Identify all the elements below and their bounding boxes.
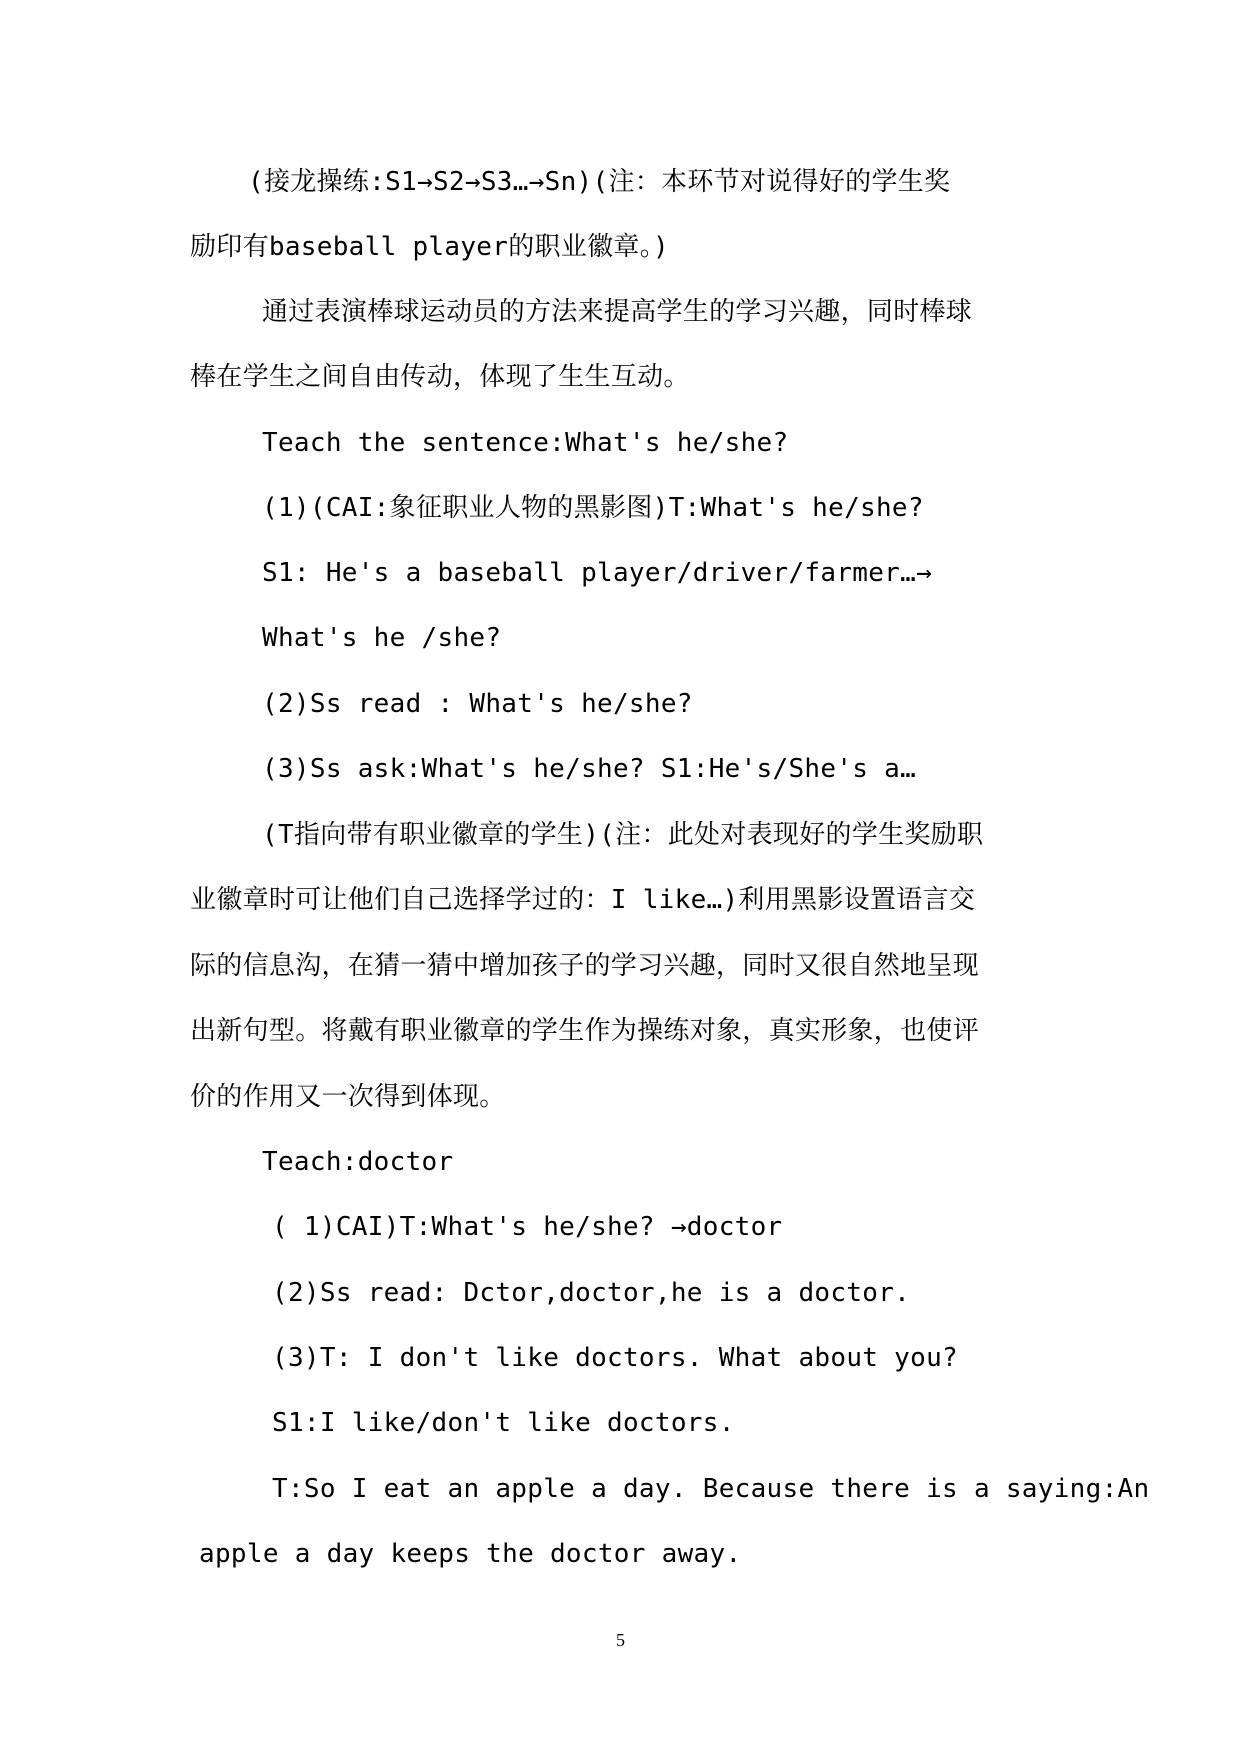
paragraph-line: (2)Ss read : What's he/she?: [262, 689, 693, 719]
paragraph-line: (3)Ss ask:What's he/she? S1:He's/She's a…: [262, 754, 917, 784]
paragraph-line: T:So I eat an apple a day. Because there is a saying:An: [272, 1474, 1150, 1504]
paragraph-line: 际的信息沟，在猜一猜中增加孩子的学习兴趣，同时又很自然地呈现: [190, 951, 980, 981]
paragraph-line: S1: He's a baseball player/driver/farmer…→: [262, 558, 933, 588]
paragraph-line: apple a day keeps the doctor away.: [199, 1539, 742, 1569]
paragraph-line: What's he /she?: [262, 623, 502, 653]
paragraph-line: S1:I like/don't like doctors.: [272, 1408, 735, 1438]
paragraph-line: (T指向带有职业徽章的学生)(注：此处对表现好的学生奖励职: [262, 820, 984, 850]
paragraph-line: (3)T: I don't like doctors. What about you?: [272, 1343, 958, 1373]
paragraph-line: 出新句型。将戴有职业徽章的学生作为操练对象，真实形象，也使评: [190, 1016, 980, 1046]
paragraph-line: Teach:doctor: [262, 1147, 454, 1177]
paragraph-line: Teach the sentence:What's he/she?: [262, 428, 789, 458]
paragraph-line: 棒在学生之间自由传动，体现了生生互动。: [190, 362, 690, 392]
paragraph-line: 业徽章时可让他们自己选择学过的：I like…)利用黑影设置语言交: [190, 885, 976, 915]
paragraph-line: (接龙操练:S1→S2→S3…→Sn)(注：本环节对说得好的学生奖: [248, 167, 951, 197]
paragraph-line: (1)(CAI:象征职业人物的黑影图)T:What's he/she?: [262, 493, 924, 523]
paragraph-line: ( 1)CAI)T:What's he/she? →doctor: [272, 1212, 783, 1242]
paragraph-line: 价的作用又一次得到体现。: [190, 1082, 506, 1112]
page-number: 5: [616, 1630, 625, 1650]
paragraph-line: 励印有baseball player的职业徽章。): [190, 232, 669, 262]
paragraph-line: (2)Ss read: Dctor,doctor,he is a doctor.: [272, 1278, 911, 1308]
paragraph-line: 通过表演棒球运动员的方法来提高学生的学习兴趣，同时棒球: [262, 297, 973, 327]
